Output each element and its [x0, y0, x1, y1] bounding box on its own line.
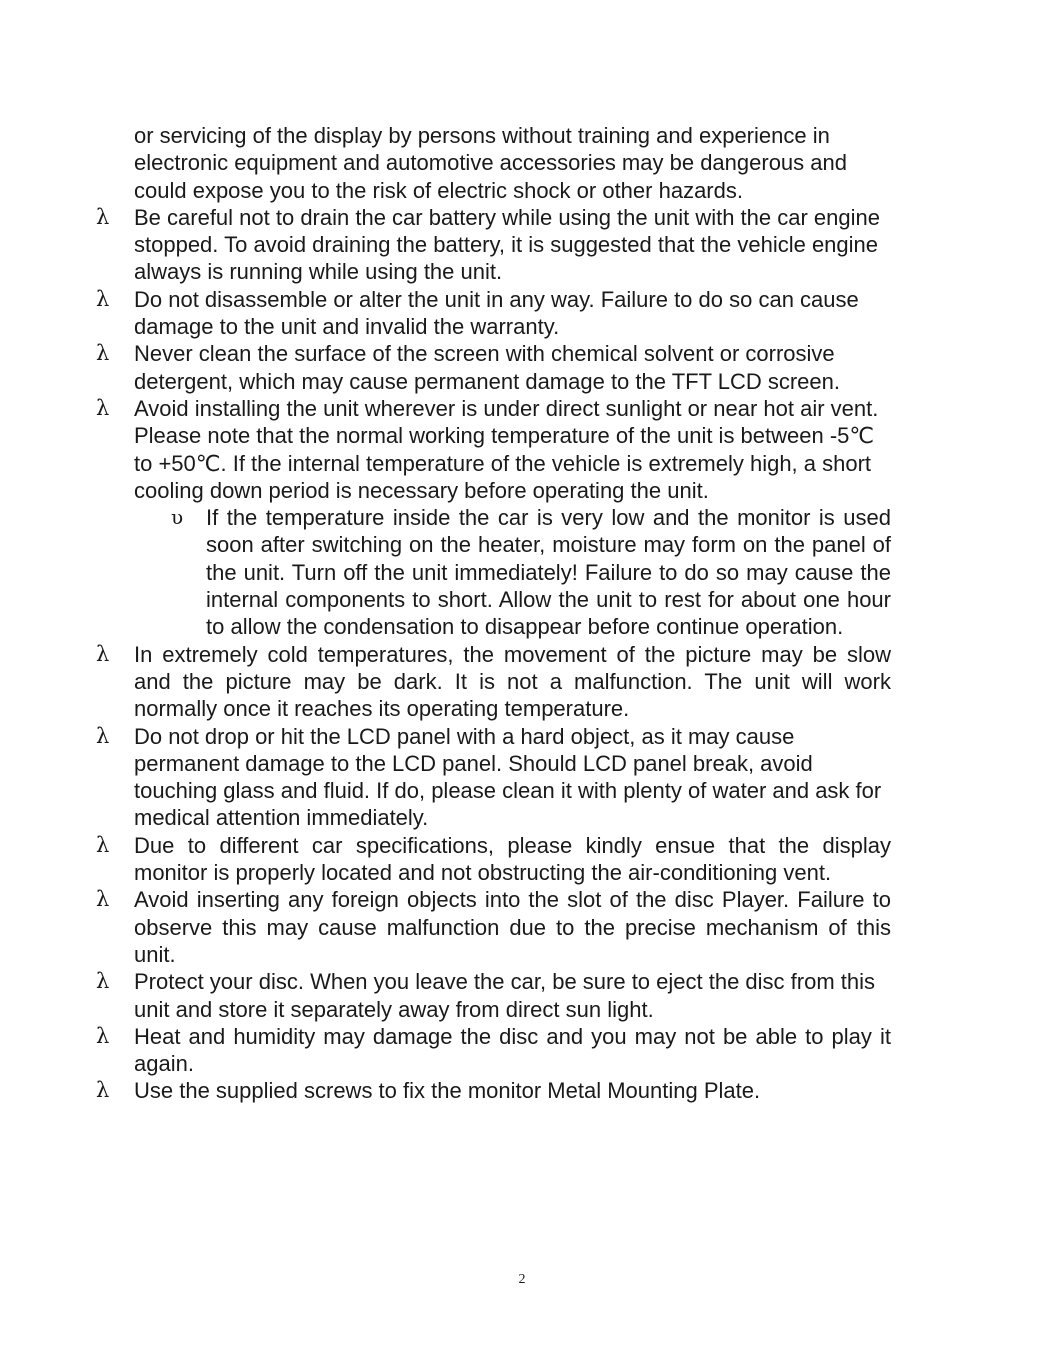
list-item: [96, 286, 891, 341]
sub-list-item-text: If the temperature inside the car is very low and the monitor is used soon after switching on the heater, moisture may form on the panel of the unit. Turn off the unit immediately! Failure to do so may cause the internal components to short. Allow the unit to rest for about one hour to allow the condensation to disappear before continue operation.: [206, 505, 891, 640]
page-number: 2: [518, 1272, 526, 1287]
upsilon-bullet-icon: υ: [171, 505, 184, 530]
list-item: [96, 395, 891, 504]
list-item-text: Use the supplied screws to fix the monitor Metal Mounting Plate.: [134, 1078, 761, 1104]
list-item: [96, 723, 891, 832]
lambda-bullet-icon: λ: [96, 204, 110, 229]
list-item-text: Be careful not to drain the car battery while using the unit with the car engine stopped. To avoid draining the battery, it is suggested that the vehicle engine always is running while using the unit.: [134, 204, 880, 285]
list-item-text: Avoid installing the unit wherever is under direct sunlight or near hot air vent. Please note that the normal working temperature of the unit is between -5℃ to +50℃. If the internal temperature of the vehicle is extremely high, a short cooling down period is necessary before operating the unit.: [134, 395, 879, 503]
lambda-bullet-icon: λ: [96, 723, 110, 748]
lambda-bullet-icon: λ: [96, 286, 110, 311]
lambda-bullet-icon: λ: [96, 395, 110, 420]
lambda-bullet-icon: λ: [96, 341, 110, 366]
lambda-bullet-icon: λ: [96, 832, 110, 857]
lambda-bullet-icon: λ: [96, 969, 110, 994]
list-item: [96, 641, 891, 723]
list-item-text: Due to different car specifications, please kindly ensue that the display monitor is properly located and not obstructing the air-conditioning vent.: [134, 832, 891, 886]
list-item-text: Do not disassemble or alter the unit in any way. Failure to do so can cause damage to the unit and invalid the warranty.: [134, 286, 859, 340]
lambda-bullet-icon: λ: [96, 1078, 110, 1103]
list-item-text: Protect your disc. When you leave the car, be sure to eject the disc from this unit and store it separately away from direct sun light.: [134, 969, 876, 1022]
list-item-text: In extremely cold temperatures, the movement of the picture may be slow and the picture may be dark. It is not a malfunction. The unit will work normally once it reaches its operating temperature.: [134, 641, 891, 722]
continuation-paragraph: or servicing of the display by persons without training and experience in electronic equipment and automotive accessories may be dangerous and could expose you to the risk of electric shock or other hazards.: [134, 123, 847, 203]
list-item: [96, 340, 891, 395]
document-body: [0, 122, 1044, 1105]
list-item-text: Avoid inserting any foreign objects into the slot of the disc Player. Failure to observe this may cause malfunction due to the precise mechanism of this unit.: [134, 887, 891, 967]
lambda-bullet-icon: λ: [96, 1023, 110, 1048]
list-item-text: Do not drop or hit the LCD panel with a hard object, as it may cause permanent damage to the LCD panel. Should LCD panel break, avoid touching glass and fluid. If do, please clean it with plenty of water and ask for medical attention immediately.: [134, 723, 882, 831]
list-item: [96, 1023, 891, 1078]
list-item-text: Never clean the surface of the screen with chemical solvent or corrosive detergent, which may cause permanent damage to the TFT LCD screen.: [134, 341, 840, 394]
sub-list-item: [171, 504, 891, 640]
lambda-bullet-icon: λ: [96, 641, 110, 666]
list-item: [96, 1077, 891, 1104]
list-item-text: Heat and humidity may damage the disc and you may not be able to play it again.: [134, 1023, 891, 1077]
list-item: [96, 886, 891, 968]
list-item: [96, 832, 891, 887]
list-item: [96, 204, 891, 286]
list-item: [96, 968, 891, 1023]
lambda-bullet-icon: λ: [96, 887, 110, 912]
